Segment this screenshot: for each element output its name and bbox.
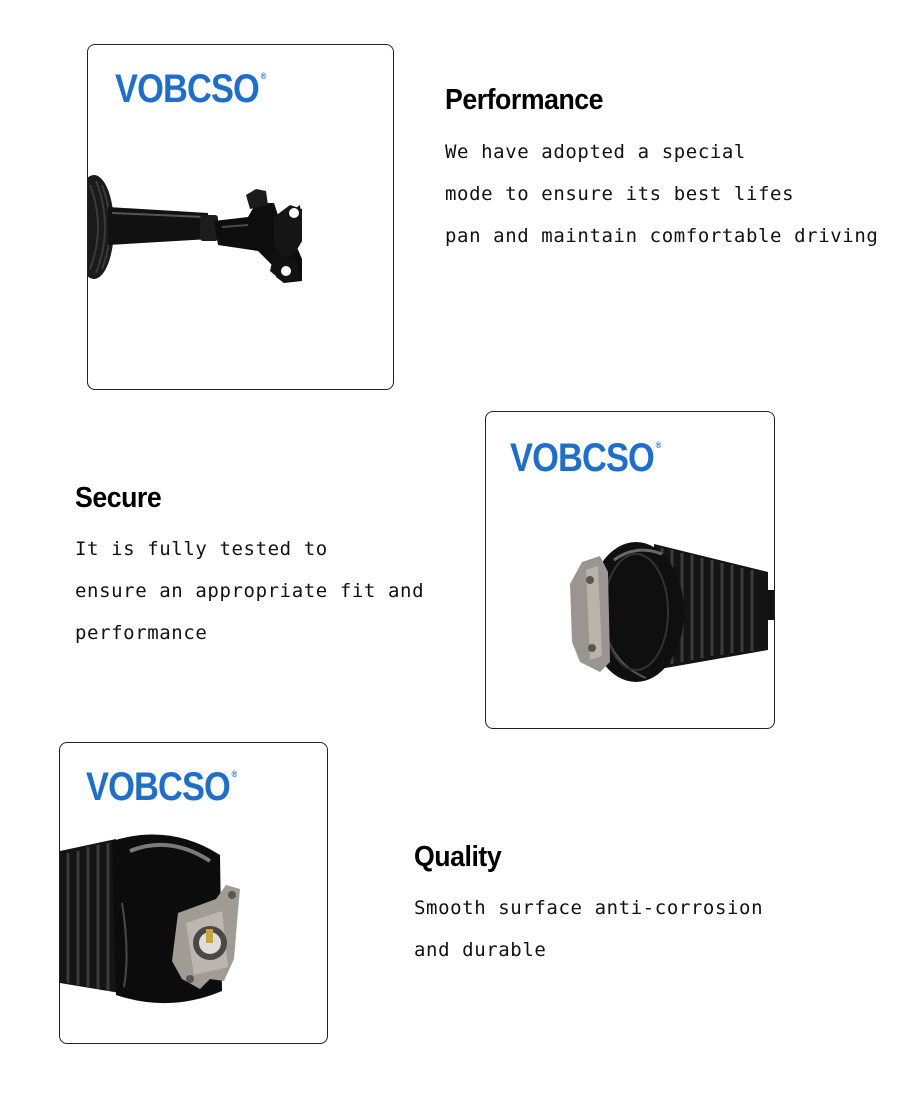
air-spring-top-mount-icon: [60, 743, 327, 1043]
performance-line-2: mode to ensure its best lifes: [445, 183, 795, 205]
performance-line-1: We have adopted a special: [445, 141, 746, 163]
quality-heading: Quality: [414, 841, 502, 873]
performance-heading: Performance: [445, 84, 604, 116]
product-image-card-2: [485, 411, 775, 729]
product-image-card-1: [87, 44, 394, 390]
quality-line-1: Smooth surface anti-corrosion: [414, 897, 764, 919]
brand-logo: VOBCSO ®: [510, 436, 661, 480]
brand-logo: VOBCSO ®: [86, 765, 237, 809]
brand-logo: VOBCSO ®: [115, 67, 266, 111]
secure-line-1: It is fully tested to: [75, 538, 328, 560]
secure-line-2: ensure an appropriate fit and: [75, 580, 425, 602]
product-image-card-3: [59, 742, 328, 1044]
secure-heading: Secure: [75, 482, 162, 514]
secure-line-3: performance: [75, 622, 208, 644]
shock-absorber-bracket-icon: [88, 45, 393, 389]
performance-line-3: pan and maintain comfortable driving: [445, 225, 879, 247]
air-spring-bellows-icon: [486, 412, 774, 728]
quality-line-2: and durable: [414, 939, 547, 961]
